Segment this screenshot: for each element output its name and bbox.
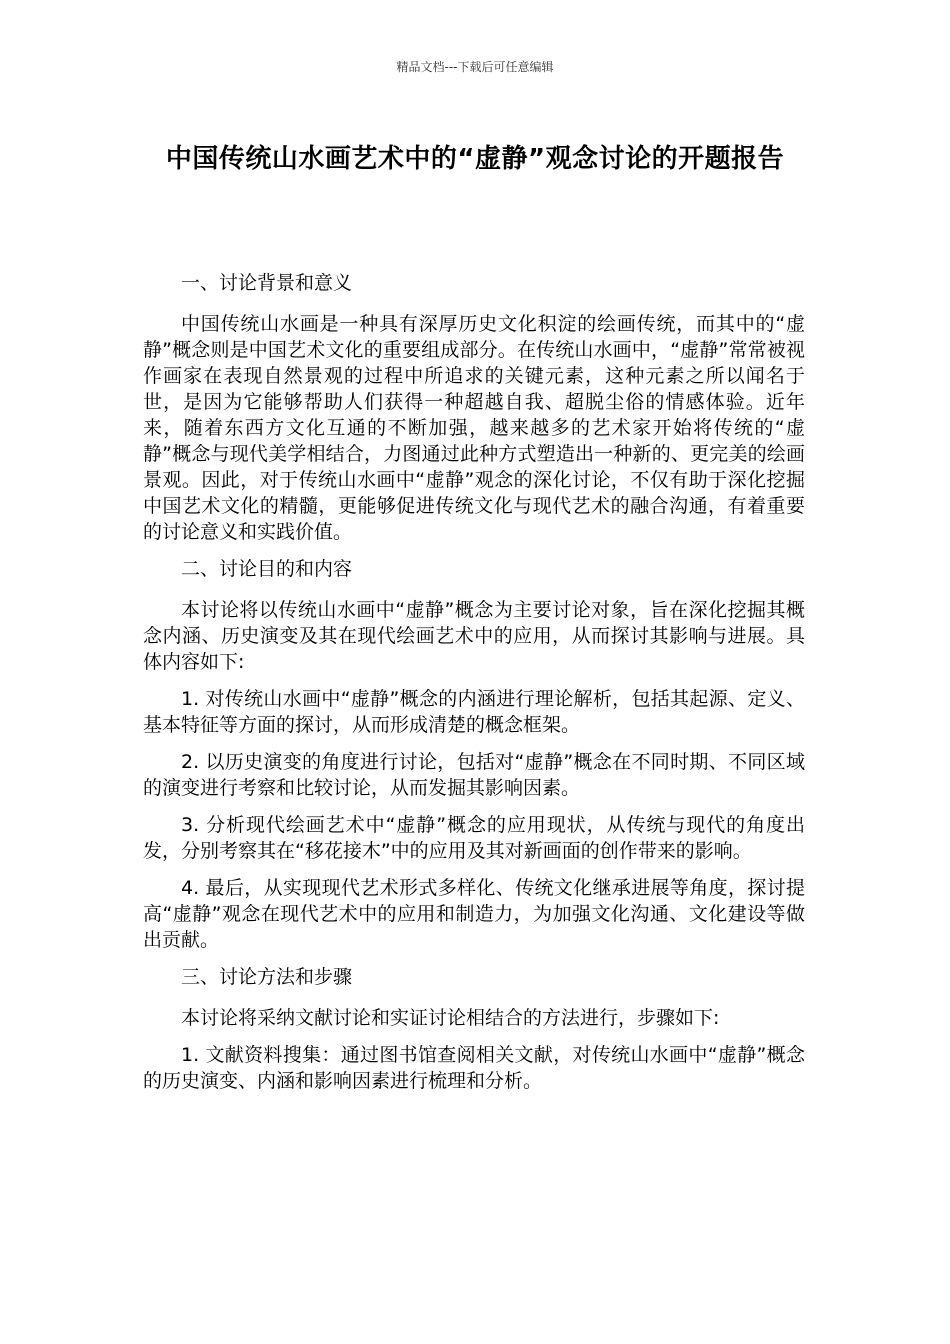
list-item-purpose-4: 4. 最后，从实现现代艺术形式多样化、传统文化继承进展等角度，探讨提高“虚静”观念在现代艺术中的应用和制造力，为加强文化沟通、文化建设等做出贡献。 <box>143 877 805 951</box>
header-note: 精品文档---下载后可任意编辑 <box>396 60 554 74</box>
section-heading-purpose: 二、讨论目的和内容 <box>181 558 353 580</box>
section-heading-background: 一、讨论背景和意义 <box>181 272 353 294</box>
list-item-purpose-1: 1. 对传统山水画中“虚静”概念的内涵进行理论解析，包括其起源、定义、基本特征等方面的探讨，从而形成清楚的概念框架。 <box>143 688 805 736</box>
list-item-method-1: 1. 文献资料搜集：通过图书馆查阅相关文献，对传统山水画中“虚静”概念的历史演变、内涵和影响因素进行梳理和分析。 <box>143 1044 805 1092</box>
paragraph-background: 中国传统山水画是一种具有深厚历史文化积淀的绘画传统，而其中的“虚静”概念则是中国艺术文化的重要组成部分。在传统山水画中，“虚静”常常被视作画家在表现自然景观的过程中所追求的关键元素，这种元素之所以闻名于世，是因为它能够帮助人们获得一种超越自我、超脱尘俗的情感体验。近年来，随着东西方文化互通的不断加强，越来越多的艺术家开始将传统的“虚静”概念与现代美学相结合，力图通过此种方式塑造出一种新的、更完美的绘画景观。因此，对于传统山水画中“虚静”观念的深化讨论，不仅有助于深化挖掘中国艺术文化的精髓，更能够促进传统文化与现代艺术的融合沟通，有着重要的讨论意义和实践价值。 <box>143 313 805 543</box>
section-heading-method: 三、讨论方法和步骤 <box>181 966 353 988</box>
document-body <box>143 270 805 1105</box>
list-item-purpose-2: 2. 以历史演变的角度进行讨论，包括对“虚静”概念在不同时期、不同区域的演变进行考察和比较讨论，从而发掘其影响因素。 <box>143 751 805 799</box>
paragraph-method-intro: 本讨论将采纳文献讨论和实证讨论相结合的方法进行，步骤如下: <box>181 1007 720 1029</box>
page-title: 中国传统山水画艺术中的“虚静”观念讨论的开题报告 <box>165 144 785 174</box>
paragraph-purpose-intro: 本讨论将以传统山水画中“虚静”概念为主要讨论对象，旨在深化挖掘其概念内涵、历史演变及其在现代绘画艺术中的应用，从而探讨其影响与进展。具体内容如下: <box>143 599 805 673</box>
list-item-purpose-3: 3. 分析现代绘画艺术中“虚静”概念的应用现状，从传统与现代的角度出发，分别考察其在“移花接木”中的应用及其对新画面的创作带来的影响。 <box>143 814 805 862</box>
